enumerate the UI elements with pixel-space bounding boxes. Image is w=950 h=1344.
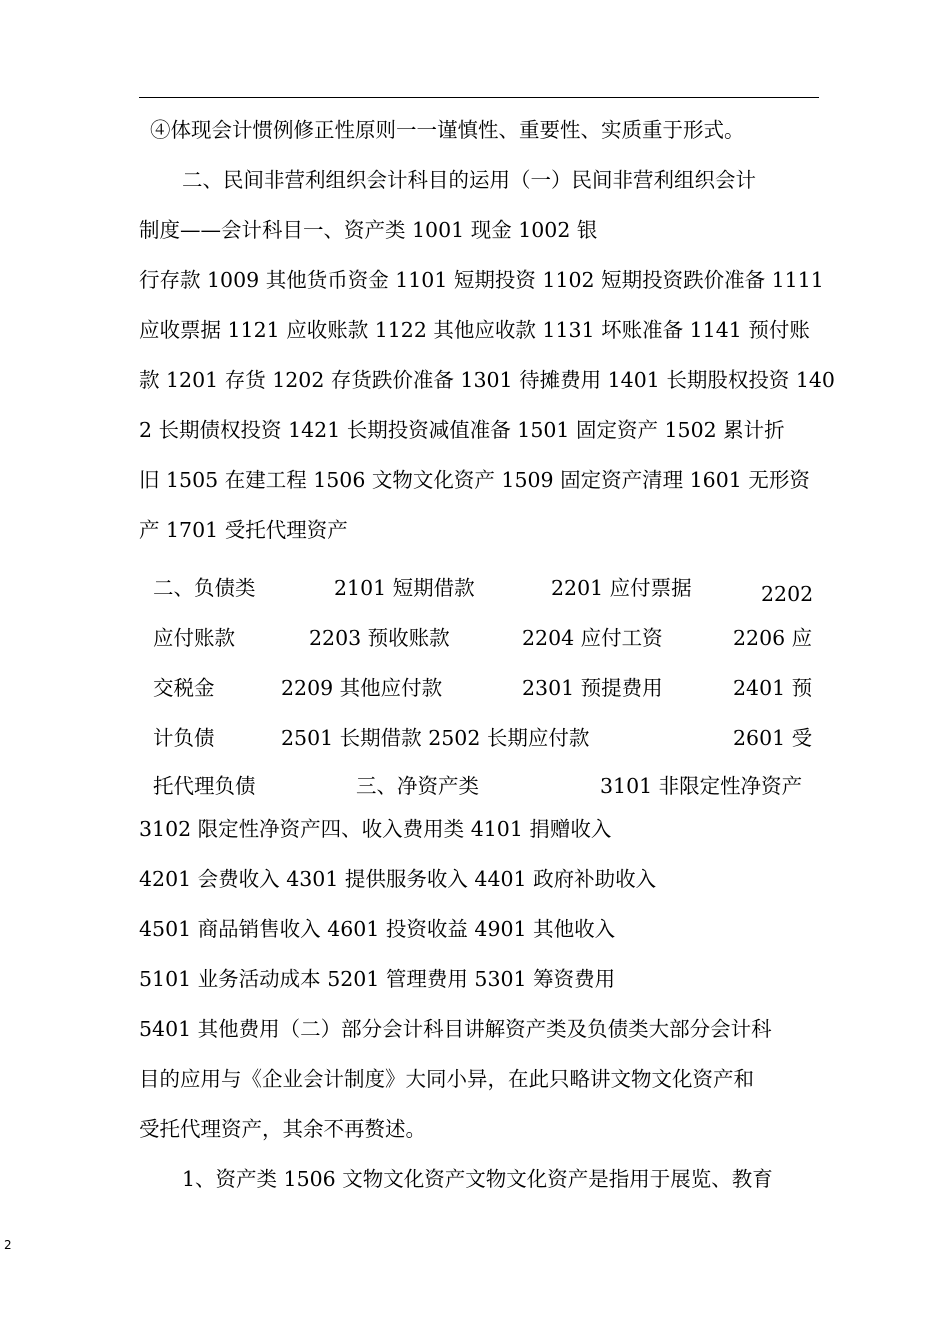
text-line: 应收票据 1121 应收账款 1122 其他应收款 1131 坏账准备 1141 预付账 <box>139 318 810 342</box>
grid-cell: 应付账款 <box>153 626 235 650</box>
grid-cell: 2101 短期借款 <box>334 576 475 600</box>
text-line: 4201 会费收入 4301 提供服务收入 4401 政府补助收入 <box>139 867 657 891</box>
grid-cell: 3101 非限定性净资产 <box>600 774 803 798</box>
grid-cell: 2501 长期借款 2502 长期应付款 <box>281 726 590 750</box>
text-line: 5101 业务活动成本 5201 管理费用 5301 筹资费用 <box>139 967 616 991</box>
text-line: 1、资产类 1506 文物文化资产文物文化资产是指用于展览、教育 <box>182 1167 773 1191</box>
grid-cell: 计负债 <box>153 726 215 750</box>
grid-cell: 2301 预提费用 <box>522 676 663 700</box>
text-line: 目的应用与《企业会计制度》大同小异，在此只略讲文物文化资产和 <box>139 1067 754 1091</box>
text-line: 二、民间非营利组织会计科目的运用（一）民间非营利组织会计 <box>182 168 756 192</box>
grid-cell: 托代理负债 <box>153 774 256 798</box>
text-line: 产 1701 受托代理资产 <box>139 518 348 542</box>
text-line: 4501 商品销售收入 4601 投资收益 4901 其他收入 <box>139 917 616 941</box>
grid-cell: 2204 应付工资 <box>522 626 663 650</box>
grid-cell: 2601 受 <box>733 726 813 750</box>
text-line: 2 长期债权投资 1421 长期投资减值准备 1501 固定资产 1502 累计折 <box>139 418 785 442</box>
grid-cell: 2209 其他应付款 <box>281 676 443 700</box>
grid-cell: 2202 <box>761 582 814 606</box>
grid-cell: 2401 预 <box>733 676 813 700</box>
text-line: 行存款 1009 其他货币资金 1101 短期投资 1102 短期投资跌价准备 1111 <box>139 268 824 292</box>
text-line: 3102 限定性净资产四、收入费用类 4101 捐赠收入 <box>139 817 612 841</box>
text-line: 受托代理资产，其余不再赘述。 <box>139 1117 426 1141</box>
header-rule <box>139 97 819 98</box>
text-line: 旧 1505 在建工程 1506 文物文化资产 1509 固定资产清理 1601 无形资 <box>139 468 810 492</box>
page-number: 2 <box>4 1238 12 1252</box>
grid-cell: 2201 应付票据 <box>551 576 692 600</box>
text-line: 款 1201 存货 1202 存货跌价准备 1301 待摊费用 1401 长期股权投资 140 <box>139 368 835 392</box>
text-line: 5401 其他费用（二）部分会计科目讲解资产类及负债类大部分会计科 <box>139 1017 772 1041</box>
grid-cell: 三、净资产类 <box>356 774 479 798</box>
grid-cell: 交税金 <box>153 676 215 700</box>
grid-cell: 二、负债类 <box>153 576 256 600</box>
text-line: 制度——会计科目一、资产类 1001 现金 1002 银 <box>139 218 598 242</box>
grid-cell: 2206 应 <box>733 626 813 650</box>
text-line: ④体现会计惯例修正性原则一一谨慎性、重要性、实质重于形式。 <box>150 118 745 142</box>
grid-cell: 2203 预收账款 <box>309 626 450 650</box>
